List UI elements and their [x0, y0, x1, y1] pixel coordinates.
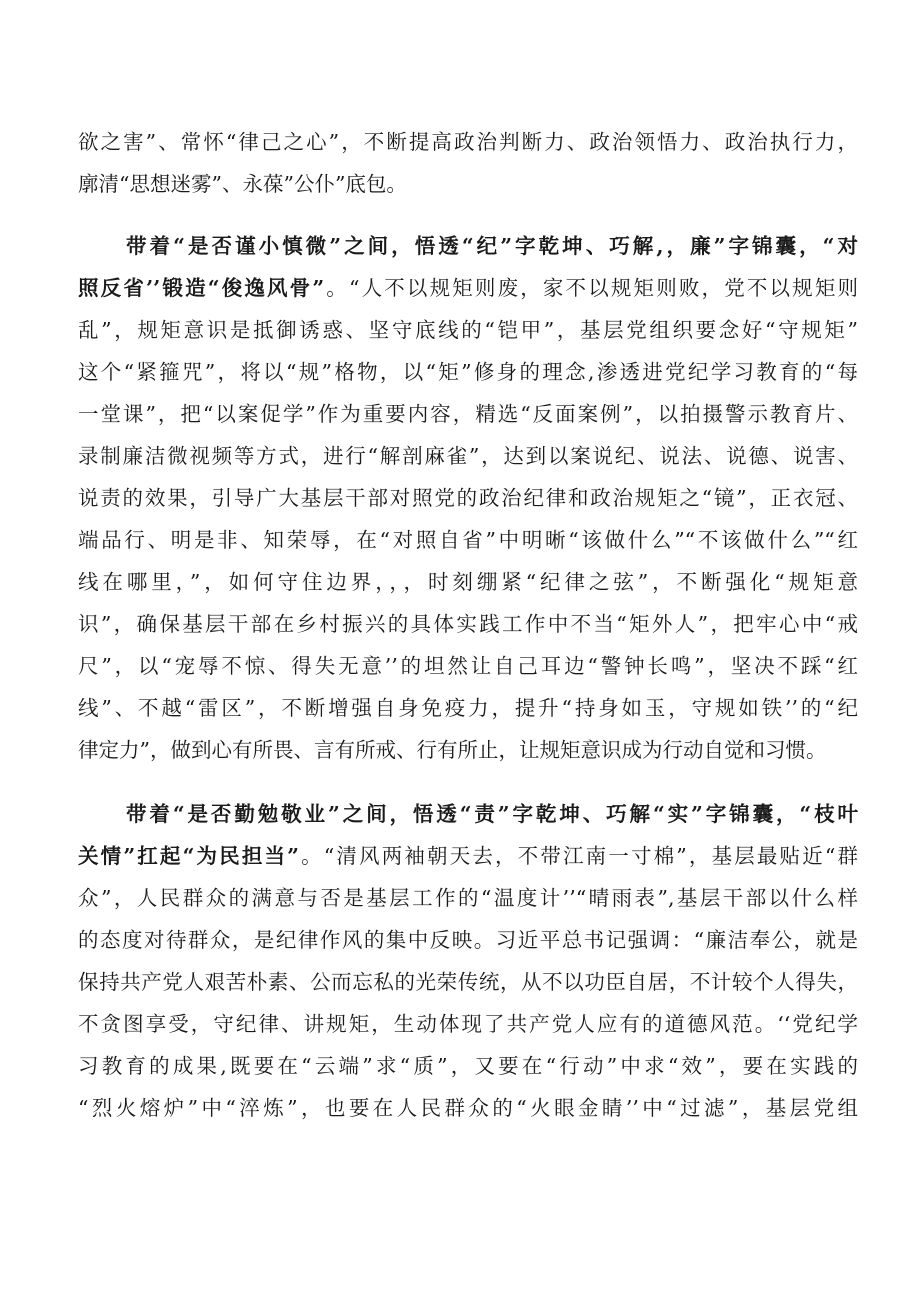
paragraph-heading: 带着“是否谨小慎微”之间，悟透“纪”字乾坤、巧解,，廉”字锦囊，“对: [126, 234, 858, 258]
paragraph-heading-continued: 照反省’’锻造“俊逸风骨”: [78, 276, 325, 300]
text-line: 的态度对待群众，是纪律作风的集中反映。习近平总书记强调：“廉洁奉公，就是: [78, 928, 858, 952]
text-line: 一堂课”，把“以案促学”作为重要内容，精选“反面案例”，以拍摄警示教育片、: [78, 402, 858, 426]
text-run: 。“清风两袖朝天去，不带江南一寸棉”，基层最贴近“群: [298, 844, 858, 868]
text-line: 说责的效果，引导广大基层干部对照党的政治纪律和政治规矩之“镜”，正衣冠、: [78, 486, 858, 510]
text-line: 端品行、明是非、知荣辱，在“对照自省”中明晰“该做什么”“不该做什么”“红: [78, 528, 858, 552]
text-line: 尺”，以“宠辱不惊、得失无意’’的坦然让自己耳边“警钟长鸣”，坚决不踩“红: [78, 654, 858, 678]
text-line: “烈火熔炉”中“淬炼”，也要在人民群众的“火眼金睛’’中“过滤”，基层党组: [78, 1096, 858, 1120]
paragraph-heading: 带着“是否勤勉敬业”之间，悟透“责”字乾坤、巧解“实”字锦囊，“枝叶: [126, 802, 858, 826]
text-line: 线在哪里，”，如何守住边界，，，时刻绷紧“纪律之弦”，不断强化“规矩意: [78, 570, 858, 594]
text-line: 这个“紧箍咒”，将以“规”格物，以“矩”修身的理念,渗透进党纪学习教育的“每: [78, 360, 858, 384]
text-line: 习教育的成果,既要在“云端”求“质”，又要在“行动”中求“效”，要在实践的: [78, 1054, 858, 1078]
paragraph-heading-continued: 关情”扛起“为民担当”: [78, 844, 299, 868]
text-run: 。“人不以规矩则废，家不以规矩则败，党不以规矩则: [324, 276, 858, 300]
text-line: 录制廉洁微视频等方式，进行“解剖麻雀”，达到以案说纪、说法、说德、说害、: [78, 444, 858, 468]
text-line: 欲之害”、常怀“律己之心”，不断提高政治判断力、政治领悟力、政治执行力，: [78, 130, 858, 154]
text-line: 众”，人民群众的满意与否是基层工作的“温度计’’“晴雨表”,基层干部以什么样: [78, 886, 858, 910]
text-line: 线”、不越“雷区”，不断增强自身免疫力，提升“持身如玉，守规如铁’’的“纪: [78, 696, 858, 720]
text-line: 识”，确保基层干部在乡村振兴的具体实践工作中不当“矩外人”，把牢心中“戒: [78, 612, 858, 636]
text-line: [78, 268, 858, 308]
text-line: 律定力”，做到心有所畏、言有所戒、行有所止，让规矩意识成为行动自觉和习惯。: [78, 738, 827, 762]
text-line: 保持共产党人艰苦朴素、公而忘私的光荣传统，从不以功臣自居，不计较个人得失，: [78, 970, 858, 994]
text-line: [78, 836, 858, 876]
text-line: 乱”，规矩意识是抵御诱惑、坚守底线的“铠甲”，基层党组织要念好“守规矩”: [78, 318, 858, 342]
text-line: 廓清“思想迷雾”、永葆”公仆”底包。: [78, 172, 407, 196]
text-line: 不贪图享受，守纪律、讲规矩，生动体现了共产党人应有的道德风范。‘‘党纪学: [78, 1012, 858, 1036]
